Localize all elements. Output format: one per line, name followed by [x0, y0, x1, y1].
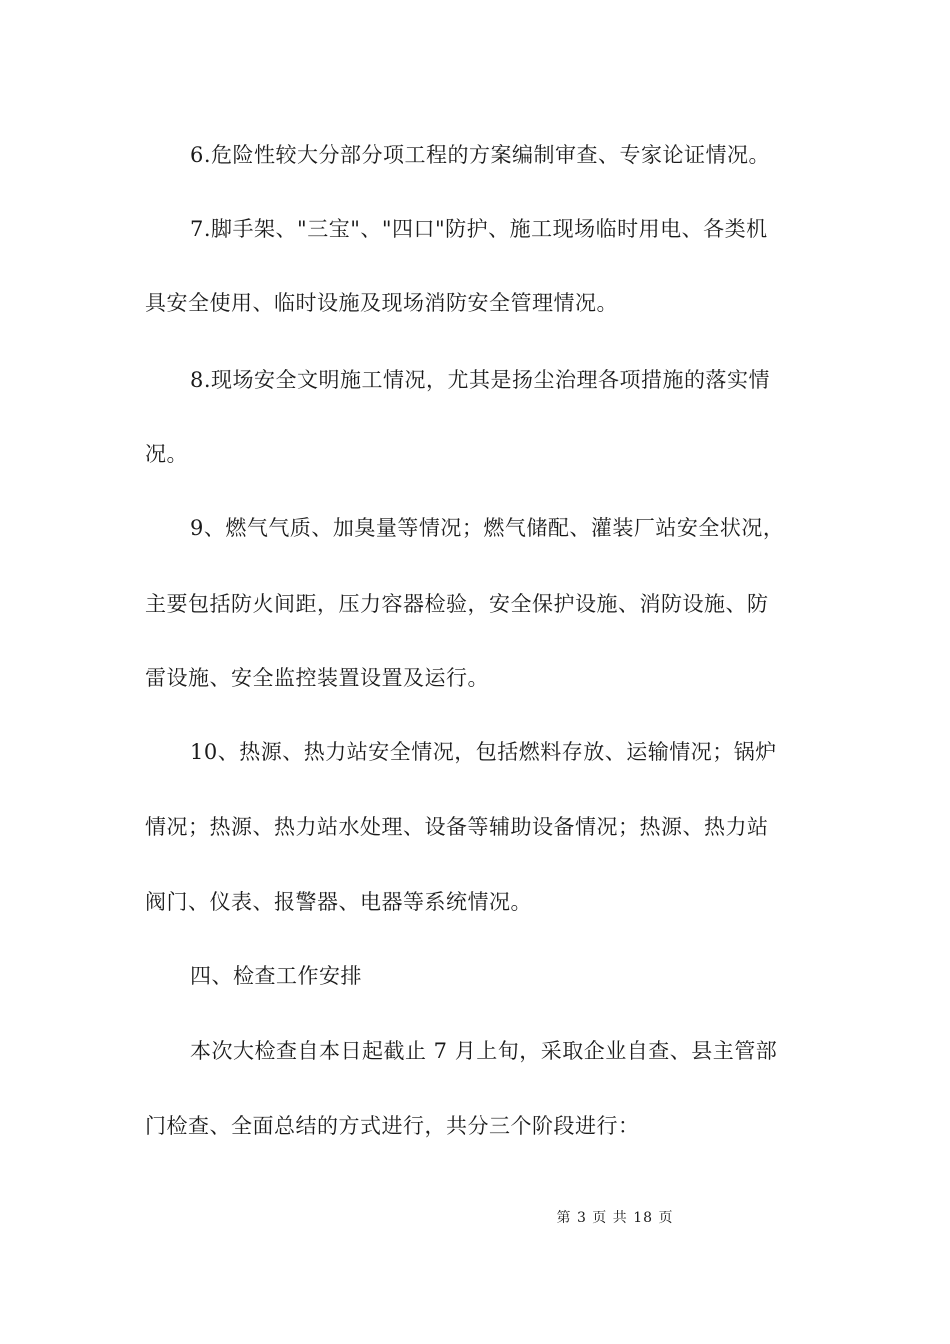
paragraph-line-item-10-cont-2: 阀门、仪表、报警器、电器等系统情况。 [145, 890, 532, 914]
paragraph-line-item-9-cont-2: 雷设施、安全监控装置设置及运行。 [145, 666, 489, 690]
paragraph-line-item-7-cont: 具安全使用、临时设施及现场消防安全管理情况。 [145, 291, 618, 315]
section-heading: 四、检查工作安排 [190, 964, 362, 988]
page-footer [0, 1208, 950, 1228]
paragraph-line-item-9-start: 9、燃气气质、加臭量等情况；燃气储配、灌装厂站安全状况， [190, 516, 785, 540]
paragraph-line-item-8-cont: 况。 [145, 442, 188, 466]
paragraph-line-item-7-start: 7.脚手架、"三宝"、"四口"防护、施工现场临时用电、各类机 [190, 217, 768, 241]
paragraph-line-schedule-cont: 门检查、全面总结的方式进行，共分三个阶段进行： [145, 1114, 640, 1138]
paragraph-line-item-9-cont-1: 主要包括防火间距，压力容器检验，安全保护设施、消防设施、防 [145, 592, 769, 616]
paragraph-line-schedule-start: 本次大检查自本日起截止 7 月上旬，采取企业自查、县主管部 [190, 1039, 778, 1063]
paragraph-line-item-6: 6.危险性较大分部分项工程的方案编制审查、专家论证情况。 [190, 143, 771, 167]
paragraph-line-item-10-cont-1: 情况；热源、热力站水处理、设备等辅助设备情况；热源、热力站 [145, 815, 769, 839]
page-number: 第 3 页 共 18 页 [556, 1210, 674, 1226]
paragraph-line-item-8-start: 8.现场安全文明施工情况，尤其是扬尘治理各项措施的落实情 [190, 368, 771, 392]
paragraph-line-item-10-start: 10、热源、热力站安全情况，包括燃料存放、运输情况；锅炉 [190, 740, 777, 764]
